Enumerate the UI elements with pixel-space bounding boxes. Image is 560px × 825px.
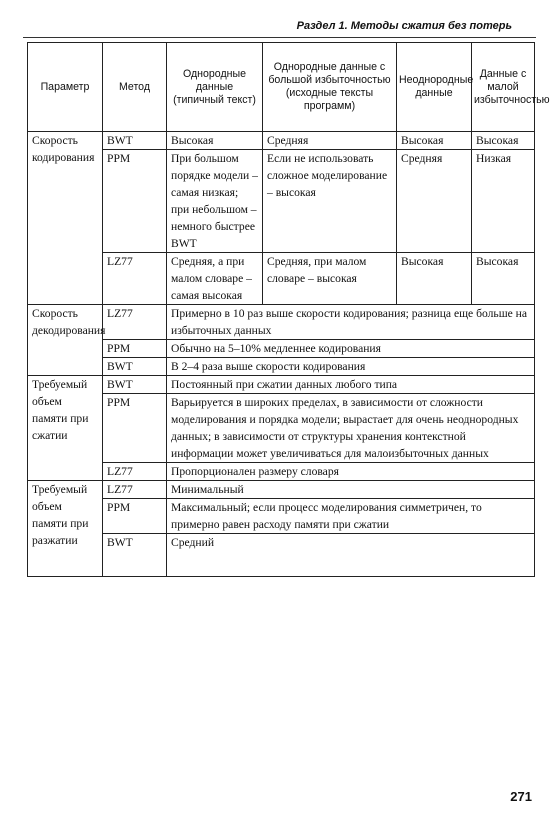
header-row: [28, 43, 535, 132]
value-cell: Если не использовать сложное моделирование – высокая: [263, 150, 397, 253]
table-row: [28, 394, 535, 463]
table-row: [28, 253, 535, 305]
method-cell: PPM: [103, 499, 167, 534]
method-cell: PPM: [103, 340, 167, 358]
value-cell: Средняя, а при малом словаре – самая высокая: [167, 253, 263, 305]
value-cell: Варьируется в широких пределах, в зависимости от сложности моделирования и порядка модели; вырастает для очень неоднородных данных; в зависимости от структуры хранения контекстной информации может увеличиваться для малоизбыточных данных: [167, 394, 535, 463]
value-cell: При большом порядке модели – самая низкая; при небольшом – немного быстрее BWT: [167, 150, 263, 253]
value-cell: Высокая: [397, 253, 472, 305]
value-cell: Средняя: [263, 132, 397, 150]
method-cell: LZ77: [103, 463, 167, 481]
value-cell: Низкая: [472, 150, 535, 253]
header-homogeneous: Однородные данные (типичный текст): [167, 43, 263, 132]
method-cell: LZ77: [103, 305, 167, 340]
method-cell: LZ77: [103, 253, 167, 305]
table-row: [28, 305, 535, 340]
method-cell: PPM: [103, 150, 167, 253]
value-cell: В 2–4 раза выше скорости кодирования: [167, 358, 535, 376]
table-row: [28, 132, 535, 150]
method-cell: BWT: [103, 534, 167, 577]
param-cell: Требуемый объем памяти при сжатии: [28, 376, 103, 481]
header-redundant: Однородные данные с большой избыточностью (исходные тексты программ): [263, 43, 397, 132]
value-cell: Обычно на 5–10% медленнее кодирования: [167, 340, 535, 358]
value-cell: Высокая: [472, 253, 535, 305]
method-cell: BWT: [103, 132, 167, 150]
method-cell: BWT: [103, 376, 167, 394]
running-head: Раздел 1. Методы сжатия без потерь: [296, 20, 512, 32]
value-cell: Средняя, при малом словаре – высокая: [263, 253, 397, 305]
value-cell: Максимальный; если процесс моделирования симметричен, то примерно равен расходу памяти при сжатии: [167, 499, 535, 534]
param-cell: Требуемый объем памяти при разжатии: [28, 481, 103, 577]
table-row: [28, 481, 535, 499]
value-cell: Постоянный при сжатии данных любого типа: [167, 376, 535, 394]
table-row: [28, 534, 535, 577]
table-row: [28, 376, 535, 394]
header-method: Метод: [103, 43, 167, 132]
header-heterogeneous: Неоднородные данные: [397, 43, 472, 132]
method-cell: LZ77: [103, 481, 167, 499]
value-cell: Примерно в 10 раз выше скорости кодирования; разница еще больше на избыточных данных: [167, 305, 535, 340]
value-cell: Высокая: [472, 132, 535, 150]
param-cell: Скорость кодирования: [28, 132, 103, 305]
value-cell: Минимальный: [167, 481, 535, 499]
table-row: [28, 499, 535, 534]
header-rule: [23, 37, 536, 38]
value-cell: Средняя: [397, 150, 472, 253]
page-number: 271: [510, 789, 532, 804]
table-row: [28, 150, 535, 253]
value-cell: Высокая: [397, 132, 472, 150]
method-cell: BWT: [103, 358, 167, 376]
table-row: [28, 340, 535, 358]
header-param: Параметр: [28, 43, 103, 132]
value-cell: Пропорционален размеру словаря: [167, 463, 535, 481]
value-cell: Высокая: [167, 132, 263, 150]
table-row: [28, 463, 535, 481]
method-cell: PPM: [103, 394, 167, 463]
table-row: [28, 358, 535, 376]
param-cell: Скорость декодирования: [28, 305, 103, 376]
comparison-table: [27, 42, 550, 577]
header-low-redundancy: Данные с малой избыточностью: [472, 43, 535, 132]
value-cell: Средний: [167, 534, 535, 577]
